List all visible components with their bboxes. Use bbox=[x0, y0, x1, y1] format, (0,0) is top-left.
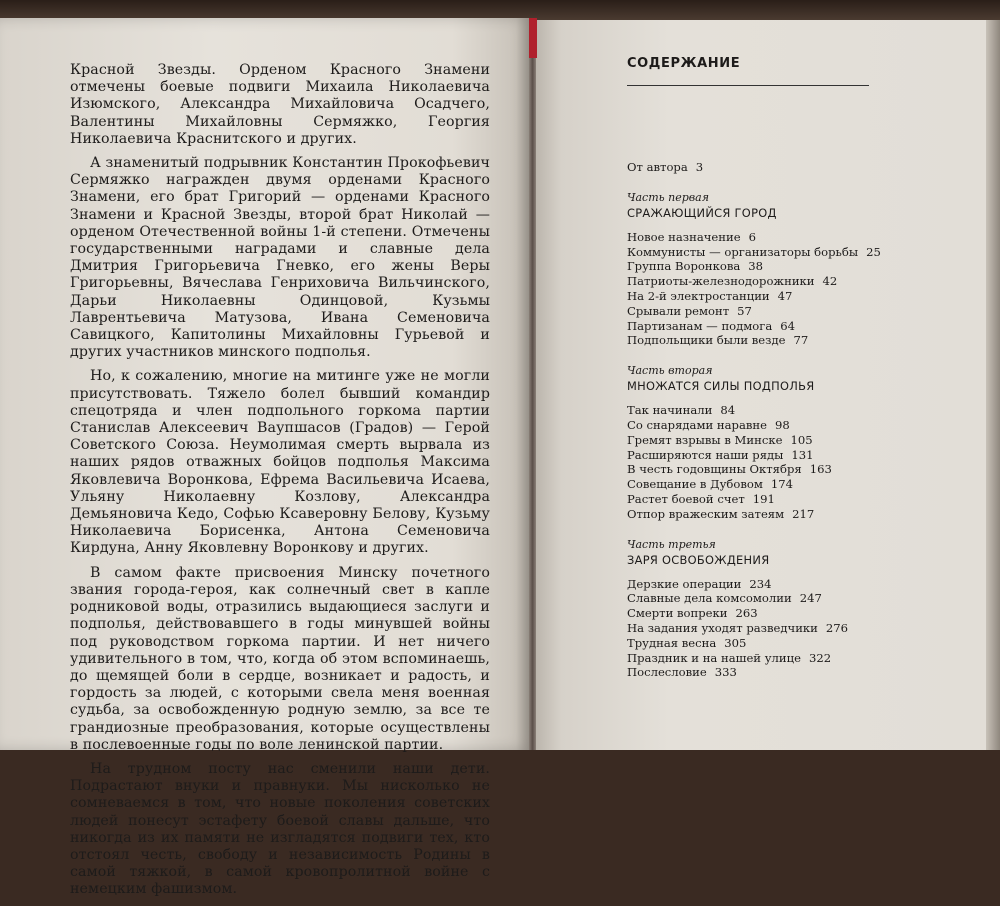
toc-entry-page: 131 bbox=[791, 447, 814, 462]
toc-entry-label: Совещание в Дубовом bbox=[627, 477, 763, 492]
toc-entry-label: Подпольщики были везде bbox=[627, 333, 786, 348]
toc-part-2 bbox=[627, 364, 927, 521]
toc-entry-label: Так начинали bbox=[627, 403, 713, 418]
book-spine bbox=[529, 18, 536, 750]
toc-entry-label: Послесловие bbox=[627, 665, 707, 680]
left-page-text bbox=[70, 62, 490, 906]
toc-entry-page: 6 bbox=[748, 229, 756, 244]
toc-entry bbox=[627, 448, 927, 463]
toc-entry-page: 322 bbox=[808, 650, 832, 665]
toc-entry-page: 77 bbox=[793, 333, 809, 348]
paragraph: В самом факте присвоения Минску почетного звания города-героя, как солнечный свет в капле родниковой воды, отразились выдающиеся заслуги и подполья, действовавшего в годы минувшей войны под руководством горкома партии. И нет ничего удивительного в том, что, когда об этом вспоминаешь, до щемящей боли в сердце, возникает и радость, и гордость за людей, с которыми свела меня военная судьба, за освобожденную родную землю, за все те грандиозные преобразования, которые осуществлены в послевоенные годы по воле ленинской партии. bbox=[70, 564, 490, 753]
toc-entry bbox=[627, 665, 927, 680]
toc-title: СОДЕРЖАНИЕ bbox=[627, 56, 869, 86]
part-title: ЗАРЯ ОСВОБОЖДЕНИЯ bbox=[627, 552, 770, 567]
toc-entry-page: 64 bbox=[780, 318, 796, 333]
toc-entry bbox=[627, 591, 927, 606]
toc-entry-label: На 2-й электростанции bbox=[627, 288, 770, 303]
toc-entry bbox=[627, 477, 927, 492]
part-label: Часть третья bbox=[627, 537, 716, 551]
toc-entry bbox=[627, 606, 927, 621]
toc-entry-page: 105 bbox=[790, 432, 813, 447]
toc-entry-author bbox=[627, 160, 927, 175]
toc-entry bbox=[627, 403, 927, 418]
toc-entry-page: 234 bbox=[749, 576, 772, 591]
toc-entry-label: Коммунисты — организаторы борьбы bbox=[627, 244, 859, 259]
toc-entry-page: 57 bbox=[737, 303, 752, 318]
toc-entry-page: 47 bbox=[777, 288, 793, 303]
toc-entry bbox=[627, 492, 927, 507]
toc-entry bbox=[627, 319, 927, 334]
toc-entry-page: 98 bbox=[774, 417, 790, 432]
toc-entry bbox=[627, 507, 927, 522]
toc-entry bbox=[627, 418, 927, 433]
toc-entry bbox=[627, 304, 927, 319]
toc-entry-page: 163 bbox=[809, 462, 832, 477]
toc-entry-page: 247 bbox=[799, 591, 822, 606]
table-of-contents bbox=[627, 56, 927, 680]
toc-entry-page: 174 bbox=[770, 477, 794, 492]
toc-entry-page: 276 bbox=[825, 620, 849, 635]
toc-part-1 bbox=[627, 191, 927, 348]
desk-background bbox=[0, 0, 1000, 20]
toc-entry bbox=[627, 274, 927, 289]
toc-entry-page: 217 bbox=[792, 506, 815, 521]
toc-entry bbox=[627, 462, 927, 477]
toc-part-3 bbox=[627, 538, 927, 681]
part-title: СРАЖАЮЩИЙСЯ ГОРОД bbox=[627, 205, 777, 220]
paragraph: На трудном посту нас сменили наши дети. Подрастают внуки и правнуки. Мы нисколько не сомневаемся в том, что новые поколения советских людей понесут эстафету боевой славы дальше, что никогда из их памяти не изгладятся подвиги тех, кто отстоял честь, свободу и независимость Родины в самой тяжкой, в самой кровопролитной войне с немецким фашизмом. bbox=[70, 760, 490, 898]
toc-entry-label: Растет боевой счет bbox=[627, 491, 745, 506]
toc-entry-label: Трудная весна bbox=[627, 635, 717, 650]
toc-entry-label: От автора bbox=[627, 160, 688, 174]
toc-entry-label: Срывали ремонт bbox=[627, 303, 730, 318]
toc-entry-page: 191 bbox=[752, 491, 775, 506]
toc-entry-page: 38 bbox=[748, 259, 764, 274]
toc-entry bbox=[627, 651, 927, 666]
paragraph: А знаменитый подрывник Константин Прокофьевич Сермяжко награжден двумя орденами Красного Знамени, его брат Григорий — орденами Красного Знамени и Красной Звезды, второй брат Николай — орденом Отечественной войны 1-й степени. Отмечены государственными наградами и славные дела Дмитрия Григорьевича Гневко, его жены Веры Григорьевны, Вячеслава Генриховича Вильчинского, Дарьи Николаевны Одинцовой, Кузьмы Лаврентьевича Матузова, Ивана Семеновича Савицкого, Капитолины Михайловны Гурьевой и других участников минского подполья. bbox=[70, 155, 490, 361]
toc-entry-label: Славные дела комсомолии bbox=[627, 591, 792, 606]
toc-entry-page: 263 bbox=[735, 606, 758, 621]
toc-entry bbox=[627, 230, 927, 245]
toc-entry-page: 305 bbox=[724, 635, 747, 650]
part-title: МНОЖАТСЯ СИЛЫ ПОДПОЛЬЯ bbox=[627, 379, 815, 394]
toc-entry-label: Группа Воронкова bbox=[627, 259, 741, 274]
toc-entry-label: В честь годовщины Октября bbox=[627, 462, 802, 477]
binding-ribbon bbox=[529, 18, 537, 58]
toc-entry bbox=[627, 621, 927, 636]
toc-entry-label: Праздник и на нашей улице bbox=[627, 650, 801, 665]
toc-entry-label: Патриоты-железнодорожники bbox=[627, 274, 815, 289]
toc-entry-label: На задания уходят разведчики bbox=[627, 620, 818, 635]
toc-entry bbox=[627, 577, 927, 592]
toc-entry bbox=[627, 636, 927, 651]
toc-entry-label: Новое назначение bbox=[627, 229, 741, 244]
toc-entry-page: 84 bbox=[720, 403, 736, 418]
paragraph: Но, к сожалению, многие на митинге уже не могли присутствовать. Тяжело болел бывший командир спецотряда и член подпольного горкома партии Станислав Алексеевич Ваупшасов (Градов) — Герой Советского Союза. Неумолимая смерть вырвала из наших рядов отважных бойцов подполья Максима Яковлевича Воронкова, Ефрема Васильевича Исаева, Ульяну Николаевну Козлову, Александра Демьяновича Кедо, Софью Ксаверовну Белову, Кузьму Николаевича Борисенка, Антона Семеновича Кирдуна, Анну Яковлевну Воронкову и других. bbox=[70, 368, 490, 557]
toc-entry-page: 25 bbox=[866, 244, 881, 259]
toc-entry bbox=[627, 289, 927, 304]
toc-entry-label: Гремят взрывы в Минске bbox=[627, 432, 783, 447]
toc-entry-label: Смерти вопреки bbox=[627, 606, 728, 621]
paragraph: Красной Звезды. Орденом Красного Знамени отмечены боевые подвиги Михаила Николаевича Изюмского, Александра Михайловича Осадчего, Валентины Михайловны Сермяжко, Георгия Николаевича Краснитского и других. bbox=[70, 62, 490, 147]
page-edge bbox=[986, 20, 1000, 750]
toc-entry bbox=[627, 433, 927, 448]
toc-entry-page: 3 bbox=[695, 160, 704, 174]
toc-entry-label: Партизанам — подмога bbox=[627, 318, 773, 333]
toc-entry-label: Дерзкие операции bbox=[627, 576, 742, 591]
part-label: Часть первая bbox=[627, 190, 710, 204]
toc-entry-label: Со снарядами наравне bbox=[627, 417, 767, 432]
toc-entry bbox=[627, 333, 927, 348]
part-label: Часть вторая bbox=[627, 364, 713, 378]
toc-entry-page: 42 bbox=[822, 274, 838, 289]
toc-entry bbox=[627, 245, 927, 260]
toc-entry-page: 333 bbox=[714, 665, 737, 680]
toc-entry-label: Отпор вражеским затеям bbox=[627, 506, 785, 521]
toc-entry bbox=[627, 259, 927, 274]
toc-entry-label: Расширяются наши ряды bbox=[627, 447, 784, 462]
